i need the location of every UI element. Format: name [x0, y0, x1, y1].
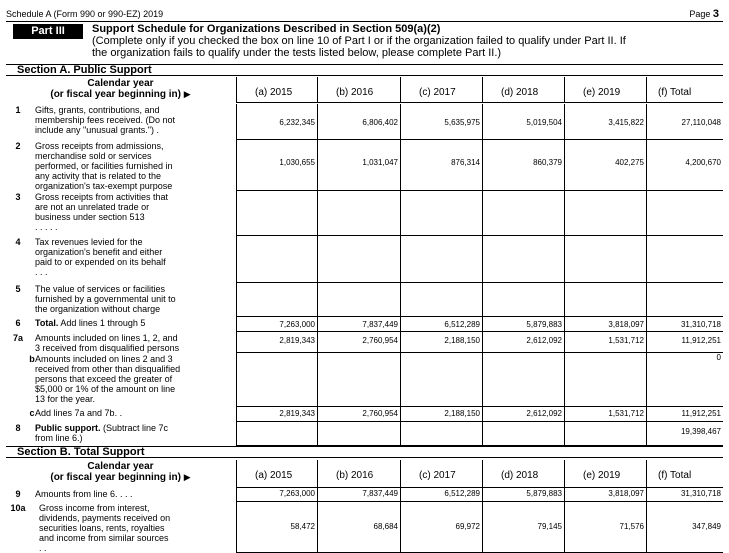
cell-value: 2,188,150 — [444, 336, 480, 345]
column-header-cell — [236, 77, 317, 103]
value-cell[interactable] — [482, 317, 564, 332]
value-cell[interactable] — [482, 407, 564, 422]
description-text: The value of services or facilities — [35, 284, 166, 294]
section-title: Section A. Public Support — [6, 64, 723, 76]
value-cell[interactable] — [400, 283, 482, 317]
description-text: are not an unrelated trade or — [35, 202, 150, 212]
description-line — [35, 408, 235, 418]
value-cell[interactable] — [482, 191, 564, 236]
value-cell[interactable] — [236, 502, 317, 553]
cell-value: 402,275 — [615, 158, 644, 167]
description-line — [35, 105, 235, 115]
description-line — [35, 257, 235, 267]
form-name: Schedule A (Form 990 or 990-EZ) 2019 — [6, 9, 164, 19]
line-number: 7a — [12, 333, 23, 343]
page-label: Page — [689, 9, 711, 19]
description-text: business under section 513 — [35, 212, 145, 222]
value-cell[interactable] — [317, 488, 400, 502]
column-header-label: (d) 2018 — [501, 87, 539, 98]
table-row — [6, 191, 723, 236]
cell-value: 5,635,975 — [444, 118, 480, 127]
column-header-cell — [317, 460, 400, 488]
value-cell[interactable] — [236, 104, 317, 140]
calendar-year-label — [6, 78, 235, 100]
part-description-line-2: the organization fails to qualify under the tests listed below, please complete Part II.) — [92, 47, 502, 59]
section-title: Section B. Total Support — [6, 446, 723, 458]
cell-value: 2,612,092 — [526, 336, 562, 345]
value-cell[interactable] — [482, 422, 564, 446]
column-header-label: (f) Total — [658, 87, 692, 98]
value-cell[interactable] — [317, 332, 400, 353]
value-cell[interactable] — [317, 191, 400, 236]
cell-value: 2,612,092 — [526, 409, 562, 418]
description-line — [35, 267, 235, 277]
table-row — [6, 353, 723, 407]
value-cell[interactable] — [564, 502, 646, 553]
table-row — [6, 140, 723, 191]
cell-value: 0 — [716, 353, 721, 362]
value-cell[interactable] — [646, 332, 723, 353]
value-cell[interactable] — [482, 140, 564, 191]
value-cell[interactable] — [317, 502, 400, 553]
description-text: persons that exceed the greater of — [35, 374, 173, 384]
column-header-cell — [400, 460, 482, 488]
table-row — [6, 104, 723, 140]
cell-value: 11,912,251 — [681, 336, 721, 345]
line-description — [35, 237, 235, 277]
value-cell[interactable] — [646, 502, 723, 553]
column-header-cell — [317, 77, 400, 103]
value-cell[interactable] — [236, 488, 317, 502]
cell-value: 2,760,954 — [362, 336, 398, 345]
fiscal-year-caption: (or fiscal year beginning in) — [50, 89, 181, 100]
value-cell[interactable] — [646, 283, 723, 317]
cell-value: 5,879,883 — [526, 320, 562, 329]
description-line — [35, 115, 235, 125]
value-cell[interactable] — [317, 353, 400, 407]
description-line — [35, 141, 235, 151]
table-row — [6, 317, 723, 332]
value-cell[interactable] — [317, 104, 400, 140]
part-label: Part III — [13, 24, 83, 39]
value-cell[interactable] — [400, 407, 482, 422]
description-text: securities loans, rents, royalties — [39, 523, 165, 533]
calendar-year-text: Calendar year — [87, 78, 154, 89]
cell-value: 79,145 — [537, 522, 562, 531]
table-row — [6, 283, 723, 317]
part-description-line-1: (Complete only if you checked the box on line 10 of Part I or if the organization failed to qualify under Part II. If — [92, 35, 626, 47]
description-text: Amounts included on lines 2 and 3 — [35, 354, 173, 364]
value-cell[interactable] — [400, 353, 482, 407]
description-text: Gross receipts from admissions, — [35, 141, 164, 151]
description-line — [35, 423, 235, 433]
value-cell[interactable] — [236, 353, 317, 407]
description-line — [35, 161, 235, 171]
table-row — [6, 332, 723, 353]
description-line — [35, 374, 235, 384]
description-line — [35, 151, 235, 161]
cell-value: 31,310,718 — [680, 489, 721, 498]
line-number: 3 — [15, 192, 21, 202]
column-header-cell — [564, 77, 646, 103]
column-header-cell — [400, 77, 482, 103]
column-header-label: (a) 2015 — [255, 470, 293, 481]
value-cell[interactable] — [564, 236, 646, 283]
column-header-cell — [236, 460, 317, 488]
description-line — [35, 222, 235, 232]
description-text: paid to or expended on its behalf — [35, 257, 166, 267]
table-row — [6, 407, 723, 422]
line-number: 1 — [15, 105, 21, 115]
description-line — [35, 343, 235, 353]
value-cell[interactable] — [646, 236, 723, 283]
cell-value: 19,398,467 — [680, 427, 721, 436]
description-text: Add lines 1 through 5 — [60, 318, 146, 328]
cell-value: 6,806,402 — [362, 118, 398, 127]
description-line — [39, 533, 239, 543]
fiscal-year-caption: (or fiscal year beginning in) — [50, 472, 181, 483]
value-cell[interactable] — [646, 422, 723, 446]
value-cell[interactable] — [400, 502, 482, 553]
value-cell[interactable] — [400, 140, 482, 191]
column-header-label: (b) 2016 — [336, 87, 374, 98]
line-description — [35, 141, 235, 191]
value-cell[interactable] — [317, 317, 400, 332]
description-text: Gifts, grants, contributions, and — [35, 105, 160, 115]
cell-value: 4,200,670 — [685, 158, 721, 167]
line-number: 9 — [15, 489, 21, 499]
value-cell[interactable] — [236, 422, 317, 446]
value-cell[interactable] — [236, 140, 317, 191]
cell-value: 6,232,345 — [279, 118, 315, 127]
line-description — [35, 489, 235, 499]
column-header-label: (b) 2016 — [336, 470, 374, 481]
description-text: . . . — [35, 267, 48, 277]
form-header — [6, 6, 723, 22]
value-cell[interactable] — [317, 407, 400, 422]
description-text: furnished by a governmental unit to — [35, 294, 176, 304]
description-line — [35, 394, 235, 404]
description-text: Amounts from line 6. . . . — [35, 489, 133, 499]
cell-value: 3,818,097 — [608, 489, 644, 498]
cell-value: 347,849 — [692, 522, 721, 531]
cell-value: 71,576 — [619, 522, 644, 531]
description-text: . . — [39, 543, 47, 553]
value-cell[interactable] — [564, 317, 646, 332]
cell-value: 1,531,712 — [608, 409, 644, 418]
cell-value: 5,879,883 — [526, 489, 562, 498]
cell-value: 31,310,718 — [680, 320, 721, 329]
cell-value: 69,972 — [455, 522, 480, 531]
description-bold: Total. — [35, 318, 59, 328]
cell-value: 7,263,000 — [279, 489, 315, 498]
cell-value: 27,110,048 — [681, 118, 721, 127]
column-header-cell — [564, 460, 646, 488]
value-cell[interactable] — [236, 191, 317, 236]
value-cell[interactable] — [236, 332, 317, 353]
description-line — [35, 354, 235, 364]
description-line — [35, 171, 235, 181]
value-cell[interactable] — [564, 353, 646, 407]
description-text: $5,000 or 1% of the amount on line — [35, 384, 176, 394]
cell-value: 11,912,251 — [681, 409, 721, 418]
cell-value: 5,019,504 — [526, 118, 562, 127]
value-cell[interactable] — [482, 283, 564, 317]
cell-value: 6,512,289 — [444, 489, 480, 498]
value-cell[interactable] — [400, 422, 482, 446]
fiscal-year-text — [6, 89, 235, 100]
description-text: organization's benefit and either — [35, 247, 163, 257]
value-cell[interactable] — [564, 407, 646, 422]
description-line — [39, 503, 239, 513]
description-text: membership fees received. (Do not — [35, 115, 176, 125]
description-line — [35, 384, 235, 394]
cell-value: 2,819,343 — [279, 409, 315, 418]
description-bold: Public support. — [35, 423, 101, 433]
description-text: from line 6.) — [35, 433, 83, 443]
description-line — [35, 318, 235, 328]
description-text: the organization without charge — [35, 304, 161, 314]
value-cell[interactable] — [564, 140, 646, 191]
value-cell[interactable] — [482, 236, 564, 283]
line-number: 5 — [15, 284, 21, 294]
page-number: 3 — [712, 8, 719, 20]
value-cell[interactable] — [564, 488, 646, 502]
value-cell[interactable] — [482, 104, 564, 140]
column-header-label: (e) 2019 — [583, 87, 621, 98]
description-text: Tax revenues levied for the — [35, 237, 143, 247]
part-title-block — [92, 23, 717, 59]
line-description — [35, 318, 235, 328]
cell-value: 2,188,150 — [444, 409, 480, 418]
column-header-label: (e) 2019 — [583, 470, 621, 481]
description-text: include any "unusual grants.") . — [35, 125, 159, 135]
description-line — [35, 212, 235, 222]
schedule-a-form — [6, 6, 723, 553]
cell-value: 1,030,655 — [279, 158, 315, 167]
table-row — [6, 488, 723, 502]
table-row — [6, 422, 723, 446]
description-text: (Subtract line 7c — [103, 423, 169, 433]
line-number: 4 — [15, 237, 21, 247]
cell-value: 7,837,449 — [362, 489, 398, 498]
cell-value: 2,819,343 — [279, 336, 315, 345]
arrow-right-icon: ▶ — [183, 472, 191, 482]
line-number: 6 — [15, 318, 21, 328]
cell-value: 2,760,954 — [362, 409, 398, 418]
line-description — [35, 354, 235, 404]
description-text: organization's tax-exempt purpose — [35, 181, 173, 191]
value-cell[interactable] — [646, 191, 723, 236]
line-description — [39, 503, 239, 553]
line-description — [35, 423, 235, 443]
value-cell[interactable] — [400, 104, 482, 140]
value-cell[interactable] — [236, 317, 317, 332]
description-line — [35, 294, 235, 304]
value-cell[interactable] — [400, 236, 482, 283]
value-cell[interactable] — [400, 191, 482, 236]
value-cell[interactable] — [646, 104, 723, 140]
value-cell[interactable] — [236, 407, 317, 422]
column-header-cell — [482, 77, 564, 103]
description-text: 13 for the year. — [35, 394, 96, 404]
column-header-label: (c) 2017 — [419, 470, 456, 481]
description-line — [35, 433, 235, 443]
cell-value: 3,818,097 — [608, 320, 644, 329]
line-description — [35, 333, 235, 353]
table-row — [6, 502, 723, 553]
cell-value: 58,472 — [290, 522, 315, 531]
description-text: Add lines 7a and 7b. . — [35, 408, 123, 418]
description-line — [35, 333, 235, 343]
table-row — [6, 236, 723, 283]
value-cell[interactable] — [236, 283, 317, 317]
value-cell[interactable] — [646, 140, 723, 191]
description-line — [35, 125, 235, 135]
value-cell[interactable] — [646, 488, 723, 502]
description-text: dividends, payments received on — [39, 513, 171, 523]
description-line — [35, 202, 235, 212]
value-cell[interactable] — [317, 140, 400, 191]
description-text: any activity that is related to the — [35, 171, 162, 181]
part-title: Support Schedule for Organizations Described in Section 509(a)(2) — [92, 23, 441, 35]
description-line — [39, 513, 239, 523]
page-indicator — [689, 8, 719, 20]
description-text: Gross receipts from activities that — [35, 192, 169, 202]
cell-value: 7,263,000 — [279, 320, 315, 329]
line-number: 8 — [15, 423, 21, 433]
column-header-label: (c) 2017 — [419, 87, 456, 98]
column-header-row — [6, 460, 723, 488]
cell-value: 7,837,449 — [362, 320, 398, 329]
value-cell[interactable] — [564, 104, 646, 140]
column-header-label: (d) 2018 — [501, 470, 539, 481]
line-number: 2 — [15, 141, 21, 151]
calendar-year-label — [6, 461, 235, 483]
line-number: c — [29, 408, 35, 418]
cell-value: 876,314 — [451, 158, 480, 167]
value-cell[interactable] — [400, 317, 482, 332]
description-line — [35, 304, 235, 314]
line-description — [35, 284, 235, 314]
value-cell[interactable] — [317, 283, 400, 317]
value-cell[interactable] — [317, 422, 400, 446]
description-line — [35, 181, 235, 191]
cell-value: 1,531,712 — [608, 336, 644, 345]
value-cell[interactable] — [317, 236, 400, 283]
value-cell[interactable] — [400, 332, 482, 353]
description-line — [35, 489, 235, 499]
value-cell[interactable] — [564, 332, 646, 353]
arrow-right-icon: ▶ — [183, 89, 191, 99]
description-line — [35, 192, 235, 202]
description-text: received from other than disqualified — [35, 364, 181, 374]
value-cell[interactable] — [482, 488, 564, 502]
description-line — [35, 284, 235, 294]
value-cell[interactable] — [400, 488, 482, 502]
fiscal-year-text — [6, 472, 235, 483]
value-cell[interactable] — [236, 236, 317, 283]
value-cell[interactable] — [646, 407, 723, 422]
description-text: and income from similar sources — [39, 533, 169, 543]
column-header-row — [6, 77, 723, 103]
description-line — [35, 237, 235, 247]
description-text: performed, or facilities furnished in — [35, 161, 173, 171]
line-description — [35, 192, 235, 232]
cell-value: 6,512,289 — [444, 320, 480, 329]
value-cell[interactable] — [646, 317, 723, 332]
value-cell[interactable] — [482, 502, 564, 553]
line-number: b — [29, 354, 35, 364]
column-header-cell — [646, 77, 723, 103]
description-text: Gross income from interest, — [39, 503, 150, 513]
value-cell[interactable] — [564, 422, 646, 446]
description-line — [39, 523, 239, 533]
description-text: Amounts included on lines 1, 2, and — [35, 333, 178, 343]
description-line — [35, 247, 235, 257]
column-header-cell — [646, 460, 723, 488]
cell-value: 860,379 — [533, 158, 562, 167]
description-line — [35, 364, 235, 374]
cell-value: 1,031,047 — [362, 158, 398, 167]
line-number: 10a — [10, 503, 26, 513]
value-cell[interactable] — [646, 353, 723, 407]
description-text: 3 received from disqualified persons — [35, 343, 180, 353]
column-header-label: (f) Total — [658, 470, 692, 481]
description-line — [39, 543, 239, 553]
line-description — [35, 105, 235, 135]
column-header-cell — [482, 460, 564, 488]
cell-value: 68,684 — [373, 522, 398, 531]
line-description — [35, 408, 235, 418]
description-text: . . . . . — [35, 222, 58, 232]
value-cell[interactable] — [482, 332, 564, 353]
description-text: merchandise sold or services — [35, 151, 152, 161]
value-cell[interactable] — [564, 191, 646, 236]
calendar-year-text: Calendar year — [87, 461, 154, 472]
value-cell[interactable] — [564, 283, 646, 317]
value-cell[interactable] — [482, 353, 564, 407]
column-header-label: (a) 2015 — [255, 87, 293, 98]
cell-value: 3,415,822 — [608, 118, 644, 127]
